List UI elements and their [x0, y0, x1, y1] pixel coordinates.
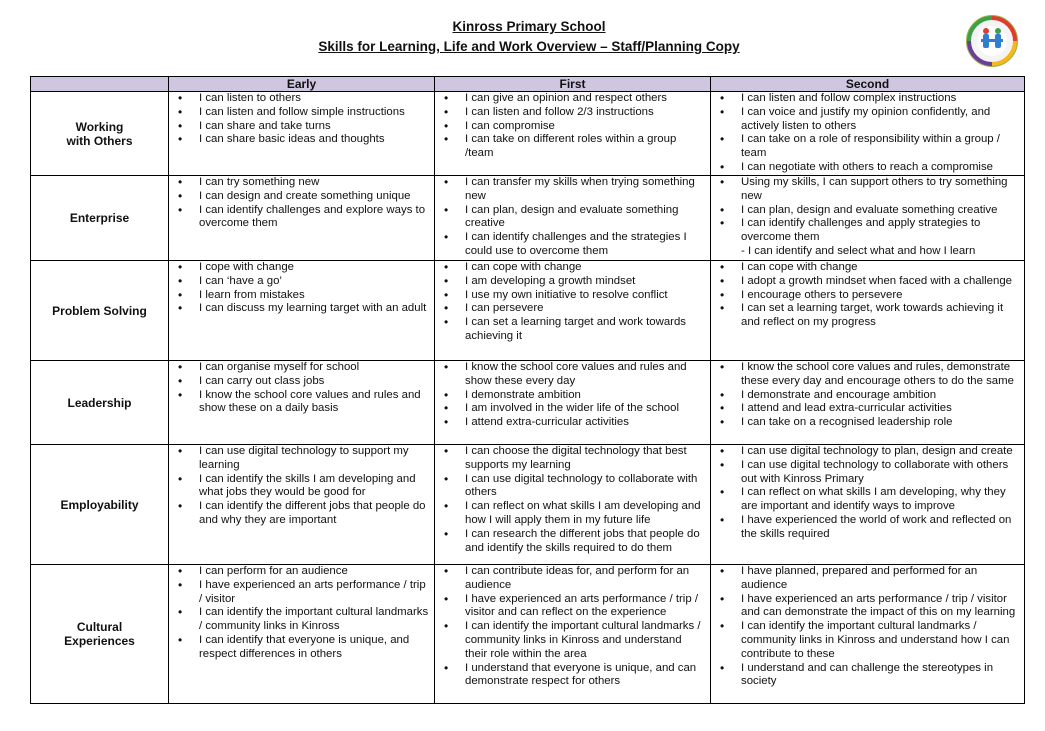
- list-item: • I can perform for an audience: [199, 565, 430, 579]
- skill-list: [435, 565, 710, 689]
- school-title: Kinross Primary School: [452, 19, 606, 34]
- list-item: • I can identify challenges and apply strategies to overcome them: [741, 217, 1020, 245]
- list-item: • I understand and can challenge the stereotypes in society: [741, 662, 1020, 690]
- list-item: • I have experienced an arts performance / trip / visitor and can reflect on the experience: [465, 593, 706, 621]
- skills-table: [30, 76, 1025, 704]
- list-item: • I can identify the important cultural landmarks / community links in Kinross and understand how I can contribute to these: [741, 620, 1020, 661]
- row-label: [31, 176, 169, 261]
- skill-list: [711, 361, 1024, 430]
- skill-list: [169, 361, 434, 416]
- cell-first: [435, 92, 711, 176]
- cell-early: [169, 445, 435, 565]
- list-item: • I can identify the different jobs that people do and why they are important: [199, 500, 430, 528]
- list-item: • I can compromise: [465, 120, 706, 134]
- list-item: • I can carry out class jobs: [199, 375, 430, 389]
- list-item: • Using my skills, I can support others to try something new: [741, 176, 1020, 204]
- cell-first: [435, 361, 711, 445]
- skill-list: [711, 445, 1024, 542]
- list-item: • I know the school core values and rules and show these every day: [465, 361, 706, 389]
- list-item: • I can organise myself for school: [199, 361, 430, 375]
- list-item: • I have experienced an arts performance / trip / visitor and can demonstrate the impact of this on my learning: [741, 593, 1020, 621]
- row-label-line: Working: [75, 119, 124, 134]
- skill-list: [711, 176, 1024, 259]
- list-item: • I have experienced an arts performance / trip / visitor: [199, 579, 430, 607]
- row-label: [31, 445, 169, 565]
- row-label: [31, 261, 169, 361]
- list-item: • I encourage others to persevere: [741, 289, 1020, 303]
- list-item: • I attend extra-curricular activities: [465, 416, 706, 430]
- table-row: [31, 445, 1025, 565]
- row-label: [31, 92, 169, 176]
- row-label-line: Leadership: [67, 395, 132, 410]
- list-item: • I cope with change: [199, 261, 430, 275]
- cell-early: [169, 565, 435, 704]
- school-logo: [966, 15, 1018, 67]
- cell-second: [711, 445, 1025, 565]
- list-item: • I am involved in the wider life of the school: [465, 402, 706, 416]
- cell-second: [711, 565, 1025, 704]
- cell-second: [711, 361, 1025, 445]
- list-item: • I know the school core values and rules, demonstrate these every day and encourage others to do the same: [741, 361, 1020, 389]
- list-item: • I can set a learning target and work towards achieving it: [465, 316, 706, 344]
- list-item: • I can plan, design and evaluate something creative: [741, 204, 1020, 218]
- table-row: [31, 176, 1025, 261]
- list-item: • I can reflect on what skills I am developing and how I will apply them in my future life: [465, 500, 706, 528]
- cell-early: [169, 361, 435, 445]
- list-item: • I can identify the important cultural landmarks / community links in Kinross: [199, 606, 430, 634]
- list-item: • I can take on different roles within a group /team: [465, 133, 706, 161]
- list-item: • I know the school core values and rules and show these on a daily basis: [199, 389, 430, 417]
- list-item: • I can listen and follow 2/3 instructions: [465, 106, 706, 120]
- column-header-first: First: [435, 77, 711, 92]
- list-item: • I can share basic ideas and thoughts: [199, 133, 430, 147]
- list-item: • I can listen to others: [199, 92, 430, 106]
- list-item: • I can take on a role of responsibility within a group / team: [741, 133, 1020, 161]
- skill-list: [435, 361, 710, 430]
- list-item: • I have planned, prepared and performed for an audience: [741, 565, 1020, 593]
- list-item: • I can listen and follow complex instructions: [741, 92, 1020, 106]
- table-row: [31, 361, 1025, 445]
- list-item: • I attend and lead extra-curricular activities: [741, 402, 1020, 416]
- list-item: • I can use digital technology to plan, design and create: [741, 445, 1020, 459]
- document-subtitle: Skills for Learning, Life and Work Overview – Staff/Planning Copy: [318, 39, 740, 54]
- list-item: • I demonstrate ambition: [465, 389, 706, 403]
- row-label-line: Cultural: [76, 620, 123, 634]
- list-item: • I can choose the digital technology that best supports my learning: [465, 445, 706, 473]
- skill-list: [435, 261, 710, 344]
- cell-first: [435, 261, 711, 361]
- column-header-second: Second: [711, 77, 1025, 92]
- list-item: • I can use digital technology to collaborate with others: [465, 473, 706, 501]
- skill-list: [435, 92, 710, 161]
- list-item: - I can identify and select what and how I learn: [741, 244, 976, 257]
- table-body: [31, 92, 1025, 704]
- list-item: • I can identify challenges and explore ways to overcome them: [199, 204, 430, 232]
- skill-list: [169, 445, 434, 528]
- skill-list: [711, 565, 1024, 689]
- list-item: • I can transfer my skills when trying something new: [465, 176, 706, 204]
- list-item: • I can take on a recognised leadership role: [741, 416, 1020, 430]
- corner-header: [31, 77, 169, 92]
- skill-list: [169, 261, 434, 316]
- row-label-line: Employability: [60, 497, 139, 512]
- cell-second: [711, 92, 1025, 176]
- list-item: • I can try something new: [199, 176, 430, 190]
- list-item: • I can identify the important cultural landmarks / community links in Kinross and understand their role within the area: [465, 620, 706, 661]
- list-item: • I can cope with change: [741, 261, 1020, 275]
- row-label-line: Enterprise: [69, 211, 130, 225]
- list-item: • I can identify the skills I am developing and what jobs they would be good for: [199, 473, 430, 501]
- skill-list: [711, 261, 1024, 330]
- list-item: • I understand that everyone is unique, and can demonstrate respect for others: [465, 662, 706, 690]
- list-item: • I can listen and follow simple instructions: [199, 106, 430, 120]
- list-item: • I can give an opinion and respect others: [465, 92, 706, 106]
- list-item: • I am developing a growth mindset: [465, 275, 706, 289]
- list-item: • I can identify challenges and the strategies I could use to overcome them: [465, 231, 706, 259]
- table-row: [31, 261, 1025, 361]
- list-item: • I can share and take turns: [199, 120, 430, 134]
- list-item: • I demonstrate and encourage ambition: [741, 389, 1020, 403]
- cell-second: [711, 176, 1025, 261]
- skill-list: [169, 565, 434, 662]
- cell-first: [435, 565, 711, 704]
- list-item: • I can persevere: [465, 302, 706, 316]
- list-item: • I can cope with change: [465, 261, 706, 275]
- cell-second: [711, 261, 1025, 361]
- list-item: • I can ‘have a go’: [199, 275, 430, 289]
- list-item: • I learn from mistakes: [199, 289, 430, 303]
- skill-list: [711, 92, 1024, 175]
- skill-list: [435, 176, 710, 259]
- list-item: • I have experienced the world of work and reflected on the skills required: [741, 514, 1020, 542]
- list-item: • I can research the different jobs that people do and identify the skills required to do them: [465, 528, 706, 556]
- list-item: • I can discuss my learning target with an adult: [199, 302, 430, 316]
- table-row: [31, 92, 1025, 176]
- row-label-line: with Others: [66, 133, 133, 148]
- list-item: • I can plan, design and evaluate something creative: [465, 204, 706, 232]
- cell-first: [435, 445, 711, 565]
- list-item: • I can use digital technology to support my learning: [199, 445, 430, 473]
- list-item: • I can identify that everyone is unique, and respect differences in others: [199, 634, 430, 662]
- list-item: • I can set a learning target, work towards achieving it and reflect on my progress: [741, 302, 1020, 330]
- list-item: • I can reflect on what skills I am developing, why they are important and identify ways to improve: [741, 486, 1020, 514]
- column-header-early: Early: [169, 77, 435, 92]
- header-row: [31, 77, 1025, 92]
- list-item: • I can negotiate with others to reach a compromise: [741, 161, 1020, 175]
- row-label: [31, 361, 169, 445]
- cell-early: [169, 92, 435, 176]
- list-item: • I adopt a growth mindset when faced with a challenge: [741, 275, 1020, 289]
- list-item: • I use my own initiative to resolve conflict: [465, 289, 706, 303]
- list-item: • I can voice and justify my opinion confidently, and actively listen to others: [741, 106, 1020, 134]
- list-item: • I can design and create something unique: [199, 190, 430, 204]
- skill-list: [169, 92, 434, 147]
- row-label: [31, 565, 169, 704]
- cell-early: [169, 261, 435, 361]
- row-label-line: Experiences: [64, 634, 135, 648]
- row-label-line: Problem Solving: [52, 303, 147, 318]
- skill-list: [435, 445, 710, 555]
- list-item: • I can contribute ideas for, and perform for an audience: [465, 565, 706, 593]
- cell-first: [435, 176, 711, 261]
- cell-early: [169, 176, 435, 261]
- list-item: • I can use digital technology to collaborate with others out with Kinross Primary: [741, 459, 1020, 487]
- table-row: [31, 565, 1025, 704]
- skill-list: [169, 176, 434, 231]
